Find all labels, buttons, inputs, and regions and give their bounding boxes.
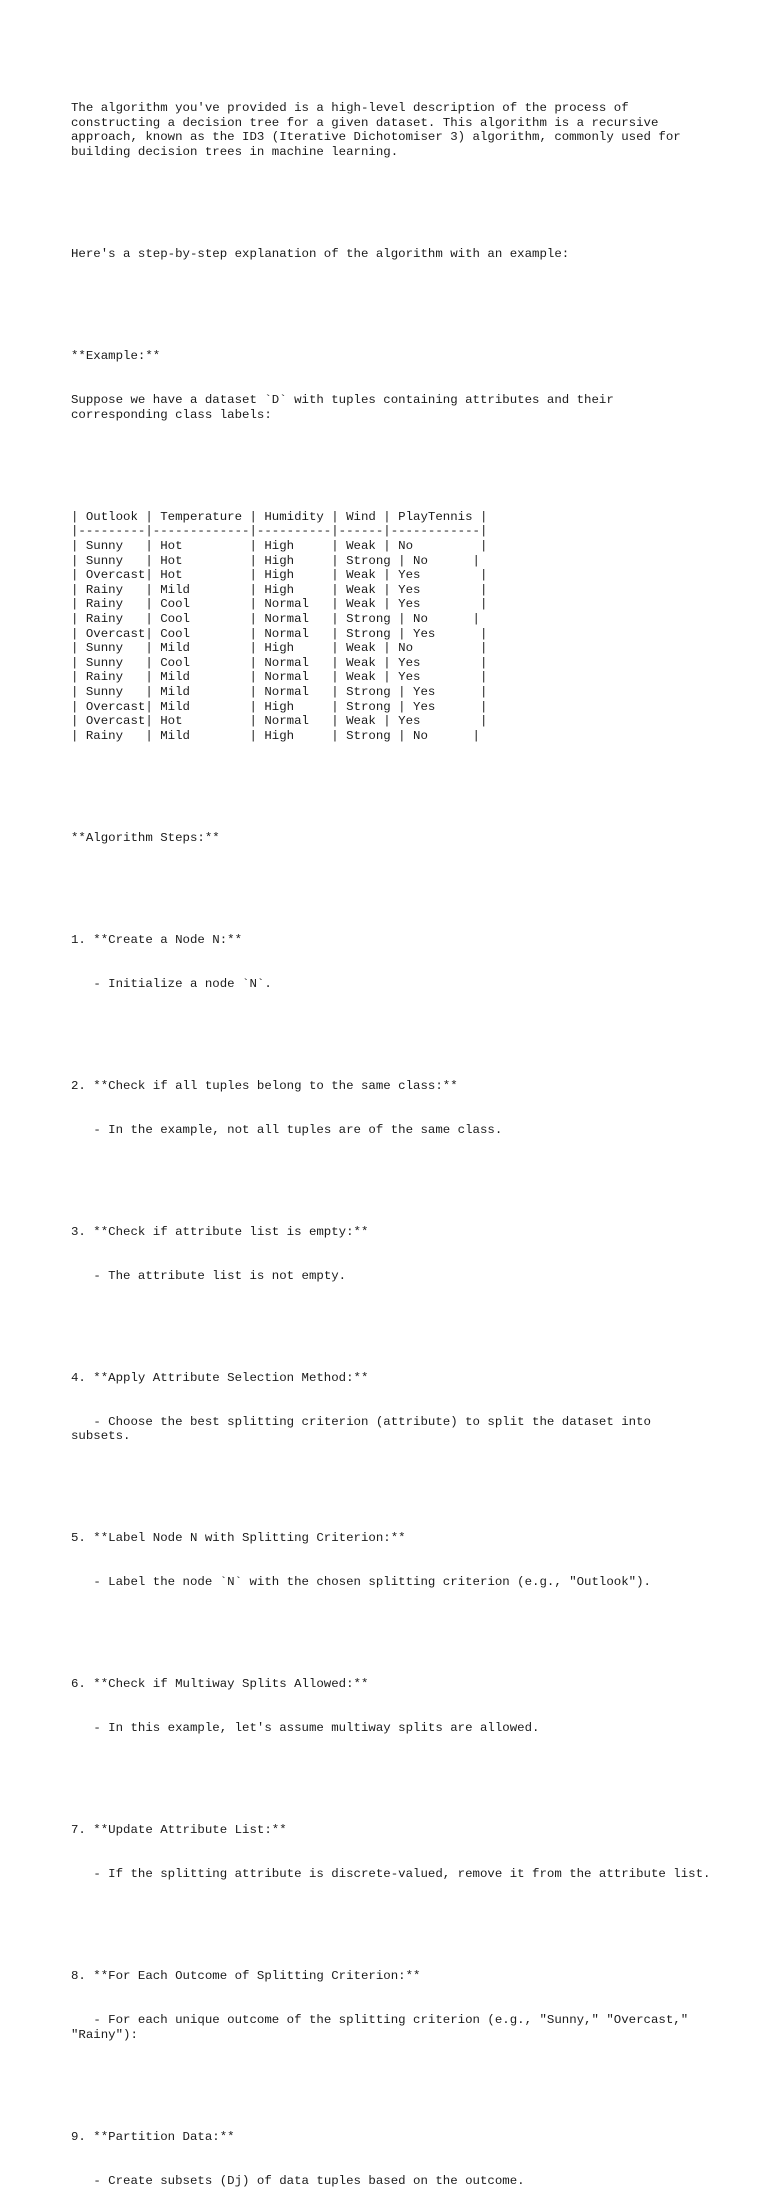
spacer bbox=[71, 875, 711, 890]
spacer bbox=[71, 189, 711, 204]
step-7-detail: - If the splitting attribute is discrete-valued, remove it from the attribute list. bbox=[71, 1867, 711, 1882]
step-2-detail: - In the example, not all tuples are of the same class. bbox=[71, 1122, 503, 1137]
step-1-title: 1. **Create a Node N:** bbox=[71, 933, 243, 948]
step-3-title: 3. **Check if attribute list is empty:** bbox=[71, 1224, 369, 1239]
spacer bbox=[71, 1911, 711, 1926]
intro-paragraph: The algorithm you've provided is a high-level description of the process of constructing a decision tree for a given dataset. This algorithm is a recursive approach, known as the ID3 (Iterative Dichotomiser 3) algorithm, commonly used for building decision trees in machine learning. bbox=[71, 101, 689, 159]
steps-heading: **Algorithm Steps:** bbox=[71, 830, 220, 845]
lead-in-text: Here's a step-by-step explanation of the algorithm with an example: bbox=[71, 247, 570, 262]
spacer bbox=[71, 451, 711, 466]
step-9-title: 9. **Partition Data:** bbox=[71, 2129, 235, 2144]
spacer bbox=[71, 1021, 711, 1036]
step-1-detail: - Initialize a node `N`. bbox=[71, 976, 272, 991]
step-8-detail: - For each unique outcome of the splitting criterion (e.g., "Sunny," "Overcast," "Rainy"): bbox=[71, 2012, 696, 2042]
step-4-detail: - Choose the best splitting criterion (attribute) to split the dataset into subsets. bbox=[71, 1414, 659, 1444]
spacer bbox=[71, 291, 711, 306]
step-6-detail: - In this example, let's assume multiway splits are allowed. bbox=[71, 1721, 540, 1736]
step-5-detail: - Label the node `N` with the chosen splitting criterion (e.g., "Outlook"). bbox=[71, 1575, 651, 1590]
spacer bbox=[71, 1473, 711, 1488]
spacer bbox=[71, 1167, 711, 1182]
example-description: Suppose we have a dataset `D` with tuples containing attributes and their corresponding class labels: bbox=[71, 393, 622, 422]
dataset-table: | Outlook | Temperature | Humidity | Wind | PlayTennis | |---------|-------------|----------|------|------------| | Sunny | Hot | High | Weak | No | | Sunny | Hot | High | Strong | No | | Overcast| Hot | High | Weak | Yes | | Rainy | Mild | High | Weak | Yes | | Rainy | Cool | Normal | Weak | Yes | | Rainy | Cool | Normal | Strong | No | | Overcast| Cool | Normal | Strong | Yes | | Sunny | Mild | High | Weak | No | | Sunny | Cool | Normal | Weak | Yes | | Rainy | Mild | Normal | Weak | Yes | | Sunny | Mild | Normal | Strong | Yes | | Overcast| Mild | High | Strong | Yes | | Overcast| Hot | Normal | Weak | Yes | | Rainy | Mild | High | Strong | No | bbox=[71, 509, 488, 743]
spacer bbox=[71, 773, 711, 788]
step-9-detail: - Create subsets (Dj) of data tuples based on the outcome. bbox=[71, 2173, 525, 2188]
step-5-title: 5. **Label Node N with Splitting Criterion:** bbox=[71, 1531, 406, 1546]
step-6-title: 6. **Check if Multiway Splits Allowed:** bbox=[71, 1677, 369, 1692]
spacer bbox=[71, 1312, 711, 1327]
spacer bbox=[71, 1765, 711, 1780]
spacer bbox=[71, 2071, 711, 2086]
step-2-title: 2. **Check if all tuples belong to the same class:** bbox=[71, 1078, 458, 1093]
document-page bbox=[71, 72, 711, 2203]
step-4-title: 4. **Apply Attribute Selection Method:** bbox=[71, 1370, 369, 1385]
step-3-detail: - The attribute list is not empty. bbox=[71, 1268, 347, 1283]
spacer bbox=[71, 1619, 711, 1634]
example-heading: **Example:** bbox=[71, 349, 161, 364]
step-8-title: 8. **For Each Outcome of Splitting Criterion:** bbox=[71, 1969, 421, 1984]
step-7-title: 7. **Update Attribute List:** bbox=[71, 1823, 287, 1838]
